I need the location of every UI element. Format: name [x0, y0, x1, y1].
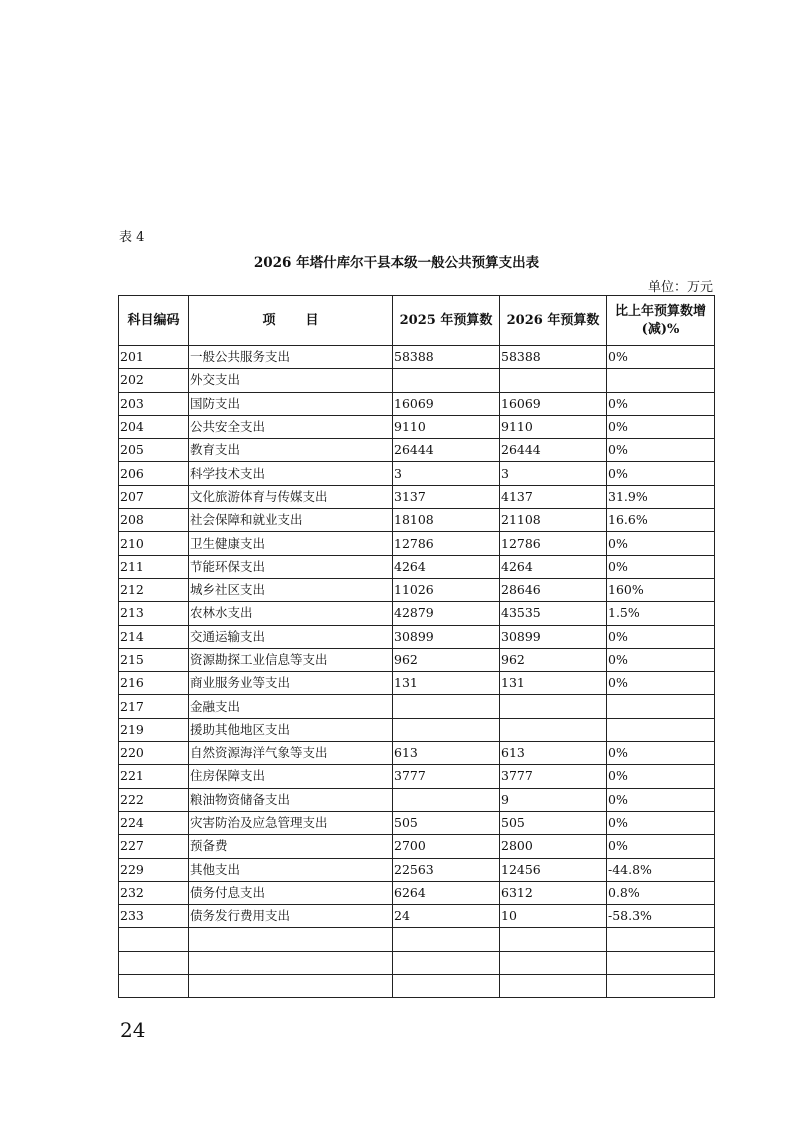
cell-budget-2025: 16069: [393, 392, 500, 415]
cell-item: 卫生健康支出: [189, 532, 393, 555]
cell-budget-2025: [393, 928, 500, 951]
cell-budget-2026: 10: [500, 905, 607, 928]
cell-change: 0%: [607, 392, 715, 415]
cell-change: -58.3%: [607, 905, 715, 928]
cell-code: 214: [119, 625, 189, 648]
cell-code: 222: [119, 788, 189, 811]
budget-expenditure-table: [118, 295, 715, 998]
cell-code: 221: [119, 765, 189, 788]
cell-budget-2026: 16069: [500, 392, 607, 415]
cell-code: 213: [119, 602, 189, 625]
cell-budget-2026: 58388: [500, 346, 607, 369]
cell-change: [607, 369, 715, 392]
table-row: [119, 765, 715, 788]
cell-code: 202: [119, 369, 189, 392]
cell-budget-2025: [393, 975, 500, 998]
cell-item: [189, 951, 393, 974]
table-row: [119, 392, 715, 415]
cell-item: 债务发行费用支出: [189, 905, 393, 928]
cell-code: 204: [119, 415, 189, 438]
cell-change: 0%: [607, 462, 715, 485]
cell-budget-2025: [393, 695, 500, 718]
cell-item: [189, 975, 393, 998]
table-row: [119, 415, 715, 438]
header-item-b: 目: [305, 312, 319, 328]
cell-item: 自然资源海洋气象等支出: [189, 742, 393, 765]
cell-item: 商业服务业等支出: [189, 672, 393, 695]
cell-code: 216: [119, 672, 189, 695]
table-row: [119, 811, 715, 834]
cell-budget-2026: [500, 718, 607, 741]
cell-budget-2026: 3777: [500, 765, 607, 788]
cell-change: 0%: [607, 415, 715, 438]
cell-budget-2025: [393, 788, 500, 811]
cell-item: 交通运输支出: [189, 625, 393, 648]
cell-budget-2025: 22563: [393, 858, 500, 881]
cell-code: [119, 975, 189, 998]
table-body: [119, 346, 715, 998]
cell-change: 0%: [607, 648, 715, 671]
cell-budget-2025: 24: [393, 905, 500, 928]
cell-budget-2026: 12786: [500, 532, 607, 555]
cell-item: 公共安全支出: [189, 415, 393, 438]
cell-item: 债务付息支出: [189, 881, 393, 904]
table-row: [119, 858, 715, 881]
cell-budget-2026: [500, 928, 607, 951]
cell-budget-2026: [500, 951, 607, 974]
cell-code: 212: [119, 578, 189, 601]
cell-budget-2025: 58388: [393, 346, 500, 369]
cell-budget-2025: 11026: [393, 578, 500, 601]
cell-budget-2026: 4264: [500, 555, 607, 578]
table-row: [119, 695, 715, 718]
cell-code: 207: [119, 485, 189, 508]
cell-change: [607, 951, 715, 974]
table-row: [119, 602, 715, 625]
table-row: [119, 648, 715, 671]
cell-budget-2026: 9: [500, 788, 607, 811]
header-row: [119, 296, 715, 346]
cell-change: 0%: [607, 555, 715, 578]
cell-code: 233: [119, 905, 189, 928]
table-row: [119, 555, 715, 578]
cell-budget-2026: [500, 695, 607, 718]
cell-budget-2025: 4264: [393, 555, 500, 578]
cell-budget-2026: 4137: [500, 485, 607, 508]
cell-code: 205: [119, 439, 189, 462]
cell-change: 0%: [607, 835, 715, 858]
cell-change: 0.8%: [607, 881, 715, 904]
cell-budget-2026: 21108: [500, 509, 607, 532]
cell-budget-2026: 6312: [500, 881, 607, 904]
cell-budget-2026: 12456: [500, 858, 607, 881]
cell-change: 160%: [607, 578, 715, 601]
table-row: [119, 905, 715, 928]
cell-item: 预备费: [189, 835, 393, 858]
cell-item: 教育支出: [189, 439, 393, 462]
cell-budget-2026: 3: [500, 462, 607, 485]
cell-budget-2025: 9110: [393, 415, 500, 438]
cell-code: 219: [119, 718, 189, 741]
cell-item: [189, 928, 393, 951]
header-change: 比上年预算数增(减)%: [607, 296, 715, 346]
table-row: [119, 881, 715, 904]
cell-item: 一般公共服务支出: [189, 346, 393, 369]
cell-item: 社会保障和就业支出: [189, 509, 393, 532]
cell-budget-2025: 12786: [393, 532, 500, 555]
table-row: [119, 439, 715, 462]
cell-code: 210: [119, 532, 189, 555]
table-row: [119, 788, 715, 811]
cell-budget-2025: 613: [393, 742, 500, 765]
cell-item: 灾害防治及应急管理支出: [189, 811, 393, 834]
page-number: 24: [120, 1018, 146, 1042]
cell-budget-2025: [393, 951, 500, 974]
cell-budget-2025: [393, 718, 500, 741]
cell-budget-2026: 131: [500, 672, 607, 695]
table-row: [119, 742, 715, 765]
cell-code: 224: [119, 811, 189, 834]
header-item: [189, 296, 393, 346]
cell-budget-2026: 505: [500, 811, 607, 834]
cell-code: 211: [119, 555, 189, 578]
cell-budget-2026: [500, 975, 607, 998]
cell-budget-2026: 2800: [500, 835, 607, 858]
cell-budget-2025: 3777: [393, 765, 500, 788]
header-budget-2025: 2025 年预算数: [393, 296, 500, 346]
cell-item: 粮油物资储备支出: [189, 788, 393, 811]
cell-budget-2026: 43535: [500, 602, 607, 625]
header-code: 科目编码: [119, 296, 189, 346]
table-label: 表 4: [119, 230, 145, 245]
cell-item: 援助其他地区支出: [189, 718, 393, 741]
cell-change: 1.5%: [607, 602, 715, 625]
table-row: [119, 346, 715, 369]
cell-budget-2026: [500, 369, 607, 392]
cell-change: 0%: [607, 742, 715, 765]
cell-budget-2025: 3: [393, 462, 500, 485]
table-row: [119, 975, 715, 998]
cell-item: 住房保障支出: [189, 765, 393, 788]
cell-change: 0%: [607, 625, 715, 648]
cell-budget-2026: 28646: [500, 578, 607, 601]
cell-budget-2025: 30899: [393, 625, 500, 648]
cell-budget-2025: 962: [393, 648, 500, 671]
table-row: [119, 625, 715, 648]
cell-budget-2025: 26444: [393, 439, 500, 462]
cell-budget-2026: 962: [500, 648, 607, 671]
table-row: [119, 532, 715, 555]
cell-item: 科学技术支出: [189, 462, 393, 485]
cell-code: 208: [119, 509, 189, 532]
cell-code: 206: [119, 462, 189, 485]
cell-change: 16.6%: [607, 509, 715, 532]
cell-code: 201: [119, 346, 189, 369]
table-row: [119, 672, 715, 695]
unit-label: 单位：万元: [647, 280, 713, 295]
cell-change: 31.9%: [607, 485, 715, 508]
cell-budget-2026: 613: [500, 742, 607, 765]
cell-change: 0%: [607, 788, 715, 811]
cell-budget-2025: 18108: [393, 509, 500, 532]
cell-change: [607, 975, 715, 998]
cell-budget-2025: 3137: [393, 485, 500, 508]
header-budget-2026: 2026 年预算数: [500, 296, 607, 346]
cell-code: 232: [119, 881, 189, 904]
cell-code: [119, 928, 189, 951]
cell-change: 0%: [607, 532, 715, 555]
cell-code: 227: [119, 835, 189, 858]
header-item-a: 项: [262, 312, 276, 328]
cell-item: 其他支出: [189, 858, 393, 881]
cell-budget-2025: 2700: [393, 835, 500, 858]
cell-change: [607, 695, 715, 718]
cell-change: [607, 718, 715, 741]
document-title: 2026 年塔什库尔干县本级一般公共预算支出表: [253, 255, 540, 271]
cell-change: 0%: [607, 439, 715, 462]
cell-item: 金融支出: [189, 695, 393, 718]
cell-budget-2026: 26444: [500, 439, 607, 462]
cell-code: 217: [119, 695, 189, 718]
cell-item: 农林水支出: [189, 602, 393, 625]
table-row: [119, 369, 715, 392]
table-row: [119, 718, 715, 741]
table-row: [119, 509, 715, 532]
cell-budget-2026: 30899: [500, 625, 607, 648]
cell-code: 220: [119, 742, 189, 765]
cell-change: 0%: [607, 346, 715, 369]
cell-code: [119, 951, 189, 974]
cell-item: 节能环保支出: [189, 555, 393, 578]
table-row: [119, 485, 715, 508]
cell-item: 文化旅游体育与传媒支出: [189, 485, 393, 508]
cell-change: -44.8%: [607, 858, 715, 881]
cell-budget-2025: 505: [393, 811, 500, 834]
cell-code: 215: [119, 648, 189, 671]
cell-code: 229: [119, 858, 189, 881]
cell-code: 203: [119, 392, 189, 415]
cell-change: 0%: [607, 765, 715, 788]
cell-change: [607, 928, 715, 951]
table-row: [119, 951, 715, 974]
cell-change: 0%: [607, 811, 715, 834]
table-row: [119, 835, 715, 858]
cell-item: 外交支出: [189, 369, 393, 392]
cell-budget-2025: [393, 369, 500, 392]
cell-item: 资源勘探工业信息等支出: [189, 648, 393, 671]
cell-budget-2025: 131: [393, 672, 500, 695]
cell-budget-2026: 9110: [500, 415, 607, 438]
cell-budget-2025: 6264: [393, 881, 500, 904]
cell-item: 城乡社区支出: [189, 578, 393, 601]
table-row: [119, 462, 715, 485]
table-row: [119, 928, 715, 951]
cell-item: 国防支出: [189, 392, 393, 415]
cell-change: 0%: [607, 672, 715, 695]
cell-budget-2025: 42879: [393, 602, 500, 625]
table-row: [119, 578, 715, 601]
